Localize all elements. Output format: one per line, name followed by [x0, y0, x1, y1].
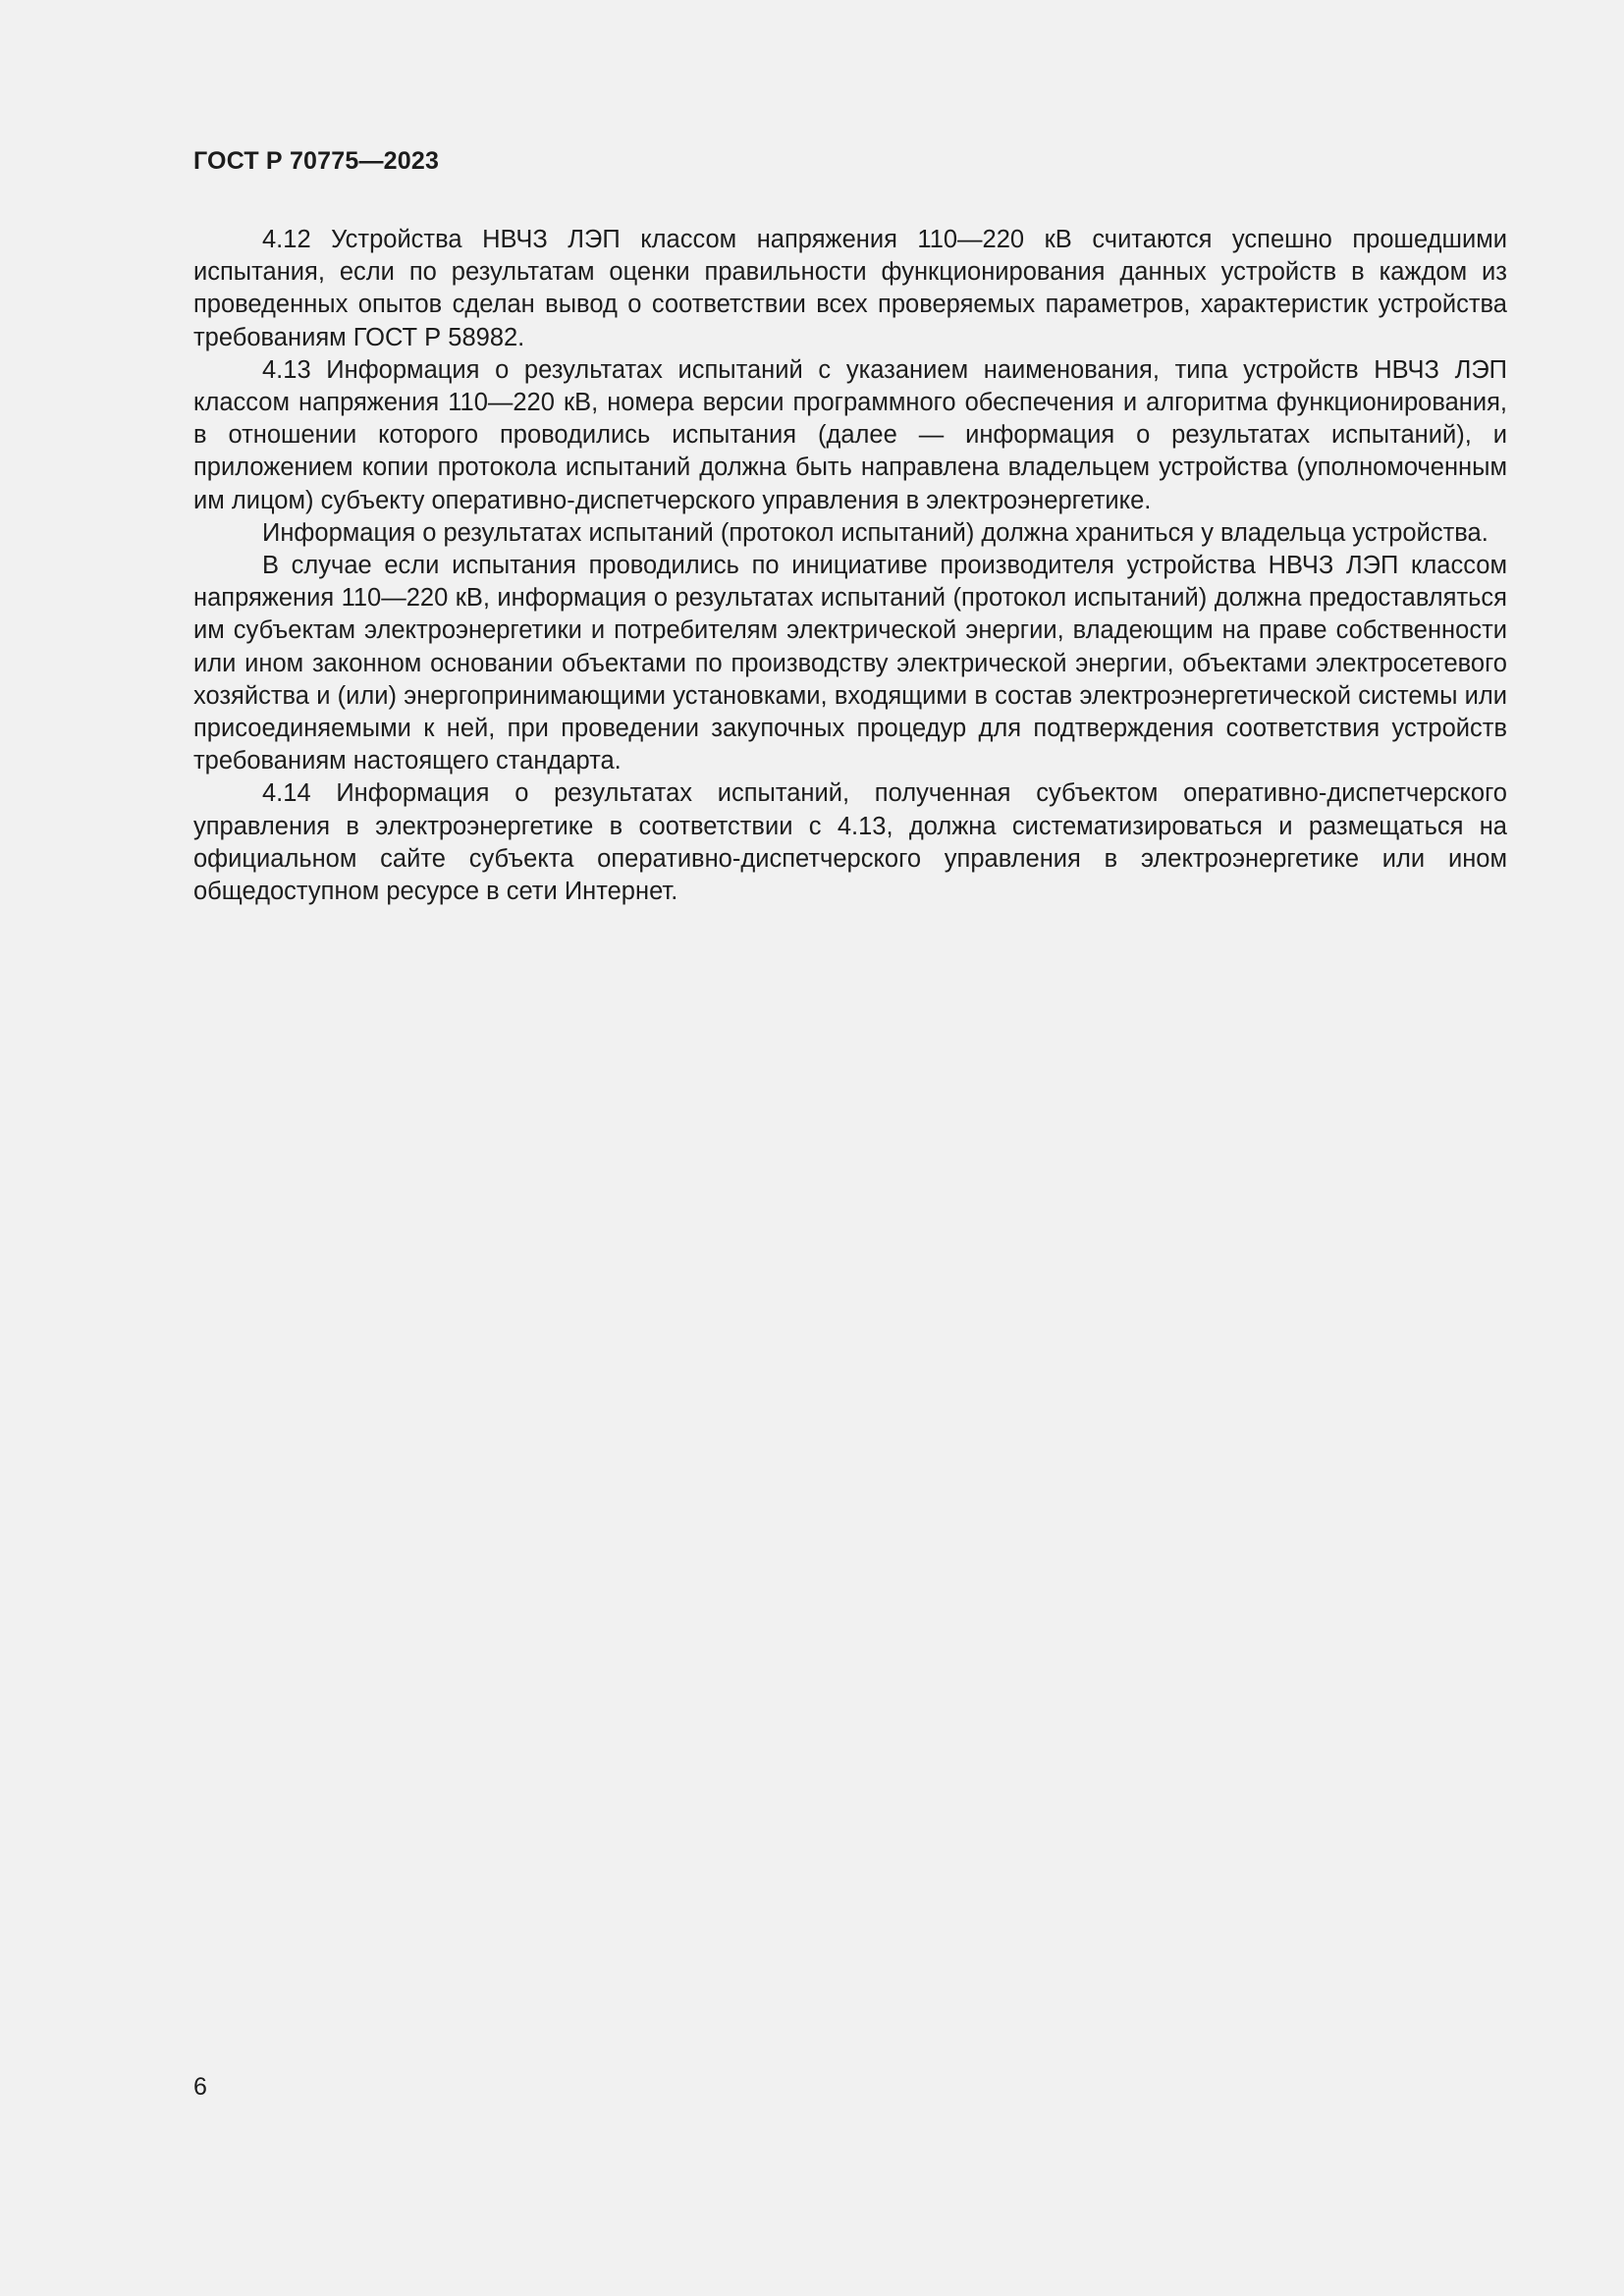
document-body — [193, 224, 1507, 908]
paragraph-manufacturer-tests: В случае если испытания проводились по инициативе производителя устройства НВЧЗ ЛЭП классом напряжения 110—220 кВ, информация о результатах испытаний (протокол испытаний) должна предоставляться им субъектам электроэнергетики и потребителям электрической энергии, владеющим на праве собственности или ином законном основании объектами по производству электрической энергии, объектами электросетевого хозяйства и (или) энергопринимающими установками, входящими в состав электроэнергетической системы или присоединяемыми к ней, при проведении закупочных процедур для подтверждения соответствия устройств требованиям настоящего стандарта. — [193, 552, 1507, 775]
paragraph-storage: Информация о результатах испытаний (протокол испытаний) должна храниться у владельца устройства. — [262, 518, 1489, 547]
paragraph-4-13: 4.13 Информация о результатах испытаний с указанием наименования, типа устройств НВЧЗ ЛЭП классом напряжения 110—220 кВ, номера версии программного обеспечения и алгоритма функционирования, в отношении которого проводились испытания (далее — информация о результатах испытаний), и приложением копии протокола испытаний должна быть направлена владельцем устройства (уполномоченным им лицом) субъекту оперативно-диспетчерского управления в электроэнергетике. — [193, 355, 1507, 514]
paragraph-4-14: 4.14 Информация о результатах испытаний, полученная субъектом оперативно-диспетчерского управления в электроэнергетике в соответствии с 4.13, должна систематизироваться и размещаться на официальном сайте субъекта оперативно-диспетчерского управления в электроэнергетике или ином общедоступном ресурсе в сети Интернет. — [193, 779, 1507, 906]
page-header-standard-id: ГОСТ Р 70775—2023 — [193, 147, 440, 175]
page-number: 6 — [193, 2073, 207, 2101]
paragraph-4-12: 4.12 Устройства НВЧЗ ЛЭП классом напряжения 110—220 кВ считаются успешно прошедшими испытания, если по результатам оценки правильности функционирования данных устройств в каждом из проведенных опытов сделан вывод о соответствии всех проверяемых параметров, характеристик устройства требованиям ГОСТ Р 58982. — [193, 226, 1507, 351]
